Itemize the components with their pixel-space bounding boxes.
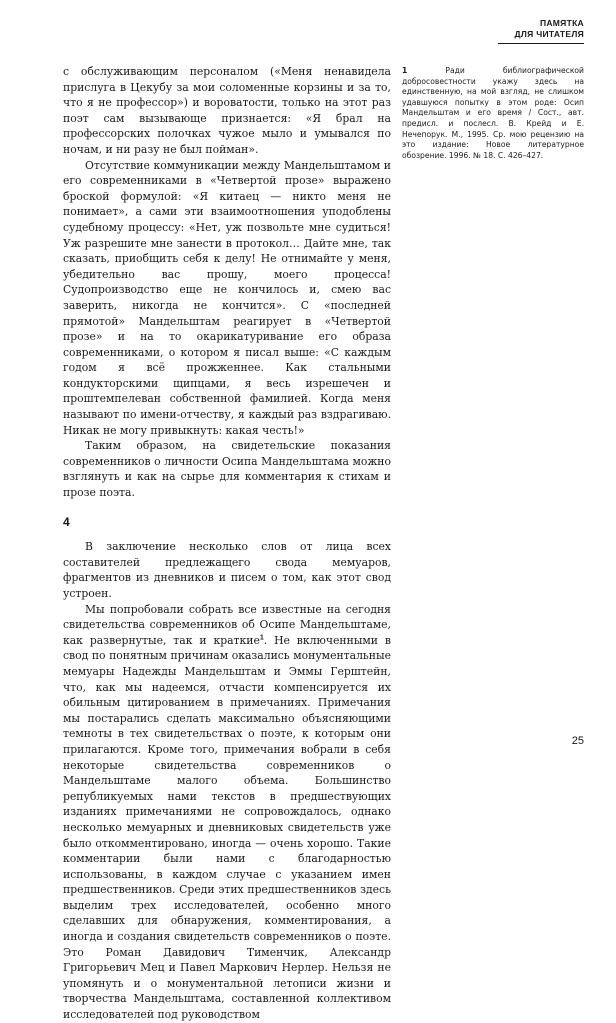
paragraph-sources-start: Мы попробовали собрать все известные на сегодня свидетельства современников об Осипе Мандельштаме, как развернутые, так и краткие xyxy=(63,602,391,647)
main-text-column xyxy=(63,64,391,1023)
paragraph-communication: Отсутствие коммуникации между Мандельштамом и его современниками в «Четвертой прозе» выражено броской формулой: «Я китаец — никто меня не понимает», а сами эти взаимоотношения уподоблены судебному процессу: «Нет, уж позвольте мне судиться! Уж разрешите мне занести в протокол… Дайте мне, так сказать, приобщить себя к делу! Не отнимайте у меня, убедительно вас прошу, моего процесса! Судопроизводство еще не кончилось и, смею вас заверить, никогда не кончится». С «последней прямотой» Мандельштам реагирует в «Четвертой прозе» и на то окарикатуривание его образа современниками, о котором я писал выше: «С каждым годом я всё прожженнее. Как стальными кондукторскими щипцами, я весь изрешечен и проштемпелеван собственной фамилией. Когда меня называют по имени-отчеству, я каждый раз вздрагиваю. Никак не могу привыкнуть: какая честь!» xyxy=(63,158,391,437)
running-header-line-1: ПАМЯТКА xyxy=(539,18,584,28)
paragraph-sources xyxy=(63,602,391,1023)
paragraph-conclusion: Таким образом, на свидетельские показания современников о личности Осипа Мандельштама можно взглянуть и как на сырье для комментария к стихам и прозе поэта. xyxy=(63,439,391,500)
paragraph-sources-rest: . Не включенными в свод по понятным причинам оказались монументальные мемуары Надежды Мандельштам и Эммы Герштейн, что, как мы надеемся, отчасти компенсируется их обильным цитированием в примечаниях. Примечания мы постарались сделать максимально объясняющими темноты в тех свидетельствах о поэте, к которым они прилагаются. Кроме того, примечания вобрали в себя некоторые свидетельства современников о Мандельштаме малого объема. Большинство републикуемых нами текстов в предшествующих изданиях примечаниями не сопровождалось, однако несколько мемуарных и дневниковых свидетельств уже было откомментировано, иногда — очень хорошо. Такие комментарии были нами с благодарностью использованы, в каждом случае с указанием имен предшественников. Среди этих предшественников здесь выделим трех исследователей, особенно много сделавших для обнаружения, комментирования, а иногда и создания свидетельств современников о поэте. Это Роман Давидович Тименчик, Александр Григорьевич Мец и Павел Маркович Нерлер. Нельзя не упомянуть и о монументальной летописи жизни и творчества Мандельштама, составленной коллективом исследователей под руководством xyxy=(63,633,391,1022)
paragraph-continuation: с обслуживающим персоналом («Меня ненавидела прислуга в Цекубу за мои соломенные корзины и за то, что я не профессор») и вороватости, только на этот раз поэт сам вызывающе признается: «Я брал на профессорских полочках чужое мыло и умывался по ночам, и ни разу не был пойман». xyxy=(63,65,391,156)
footnote-reference[interactable]: 1 xyxy=(259,634,264,642)
section-number: 4 xyxy=(63,514,70,529)
header-divider xyxy=(498,43,584,44)
margin-footnote xyxy=(402,66,584,161)
running-header-line-2: ДЛЯ ЧИТАТЕЛЯ xyxy=(514,29,584,39)
footnote-text: Ради библиографической добросовестности укажу здесь на единственную, на мой взгляд, не слишком удавшуюся попытку в этом роде: Осип Мандельштам и его время / Сост., авт. предисл. и послесл. В. Крейд и Е. Нечепорук. М., 1995. Ср. мою рецензию на это издание: Новое литературное обозрение. 1996. № 18. С. 426–427. xyxy=(402,66,584,160)
footnote-number: 1 xyxy=(402,66,408,75)
running-header xyxy=(515,18,584,40)
page-number: 25 xyxy=(571,735,584,747)
paragraph-intro: В заключение несколько слов от лица всех составителей предлежащего свода мемуаров, фрагментов из дневников и писем о том, как этот свод устроен. xyxy=(63,540,391,600)
